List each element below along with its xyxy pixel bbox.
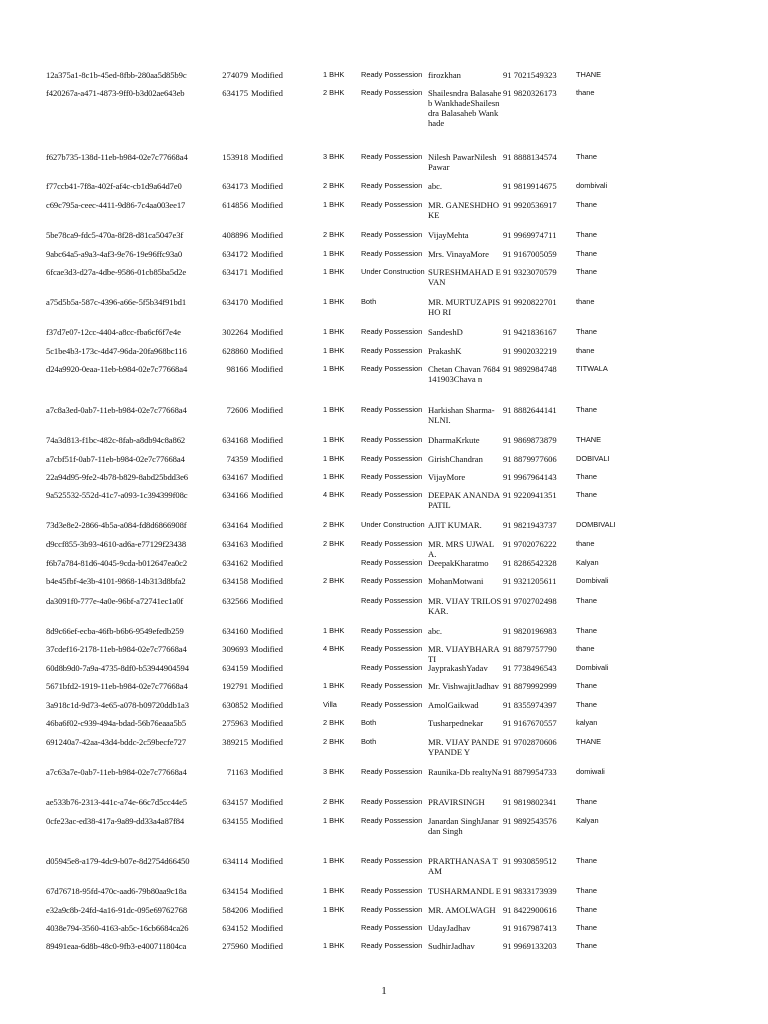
possession-type: Ready Possession [361, 767, 423, 776]
customer-name: MR. AMOLWAGH [428, 905, 496, 915]
status-text: Modified [251, 797, 283, 807]
city-name: thane [576, 297, 595, 306]
status-text: Modified [251, 346, 283, 356]
city-name: Kalyan [576, 816, 599, 825]
customer-name: MR. MURTUZAPISHO RI [428, 297, 501, 317]
record-number: 634170 [222, 297, 248, 307]
customer-name: MR. VIJAY TRILOSKAR. [428, 596, 502, 616]
record-number: 634157 [222, 797, 248, 807]
city-name: Thane [576, 152, 597, 161]
city-name: domiwali [576, 767, 605, 776]
lead-id: 89491eaa-6d8b-48c0-9fb3-e400711804ca [46, 941, 187, 951]
lead-id: 5be78ca9-fdc5-470a-8f28-d81ca5047e3f [46, 230, 184, 240]
customer-name: MohanMotwani [428, 576, 484, 586]
customer-name: MR. GANESHDHOKE [428, 200, 500, 220]
status-text: Modified [251, 230, 283, 240]
phone-number: 91 9821943737 [503, 520, 557, 530]
customer-name: Raunika-Db realtyNa [428, 767, 502, 777]
bhk-type: 1 BHK [323, 249, 345, 258]
lead-id: 73d3e8e2-2866-4b5a-a084-fd8d6866908f [46, 520, 187, 530]
lead-id: 12a375a1-8c1b-45ed-8fbb-280aa5d85b9c [46, 70, 187, 80]
bhk-type: 1 BHK [323, 327, 345, 336]
bhk-type: 4 BHK [323, 644, 345, 653]
phone-number: 91 8286542328 [503, 558, 557, 568]
possession-type: Ready Possession [361, 249, 423, 258]
phone-number: 91 9167005059 [503, 249, 557, 259]
possession-type: Ready Possession [361, 941, 423, 950]
status-text: Modified [251, 520, 283, 530]
phone-number: 91 9321205611 [503, 576, 557, 586]
city-name: Dombivali [576, 663, 609, 672]
record-number: 634164 [222, 520, 248, 530]
phone-number: 91 9930859512 [503, 856, 557, 866]
possession-type: Ready Possession [361, 454, 423, 463]
phone-number: 91 9820196983 [503, 626, 557, 636]
record-number: 192791 [222, 681, 248, 691]
customer-name: Janardan SinghJanardan Singh [428, 816, 499, 836]
record-number: 634172 [222, 249, 248, 259]
possession-type: Both [361, 737, 377, 746]
phone-number: 91 9819914675 [503, 181, 557, 191]
lead-id: a75d5b5a-587c-4396-a66e-5f5b34f91bd1 [46, 297, 187, 307]
possession-type: Ready Possession [361, 539, 423, 548]
page-number: 1 [381, 985, 387, 997]
bhk-type: Villa [323, 700, 337, 709]
city-name: THANE [576, 737, 602, 746]
phone-number: 91 9892984748 [503, 364, 557, 374]
bhk-type: 2 BHK [323, 539, 345, 548]
possession-type: Ready Possession [361, 681, 423, 690]
status-text: Modified [251, 644, 283, 654]
customer-name: Mrs. VinayaMore [428, 249, 489, 259]
status-text: Modified [251, 490, 283, 500]
city-name: dombivali [576, 181, 608, 190]
bhk-type: 2 BHK [323, 88, 345, 97]
possession-type: Ready Possession [361, 88, 423, 97]
customer-name: Nilesh PawarNilesh Pawar [428, 152, 497, 172]
record-number: 153918 [222, 152, 248, 162]
lead-id: 5c1be4b3-173c-4d47-96da-20fa968bc116 [46, 346, 187, 356]
record-number: 634171 [222, 267, 248, 277]
record-number: 274079 [222, 70, 248, 80]
record-number: 634159 [222, 663, 248, 673]
status-text: Modified [251, 737, 283, 747]
status-text: Modified [251, 816, 283, 826]
bhk-type: 1 BHK [323, 70, 345, 79]
city-name: THANE [576, 435, 602, 444]
customer-name: PRAVIRSINGH [428, 797, 485, 807]
customer-name: TUSHARMANDL E [428, 886, 501, 896]
bhk-type: 1 BHK [323, 405, 345, 414]
city-name: Thane [576, 797, 597, 806]
lead-id: d9ccf855-3b93-4610-ad6a-e77129f23438 [46, 539, 187, 549]
possession-type: Ready Possession [361, 327, 423, 336]
possession-type: Ready Possession [361, 596, 423, 605]
customer-name: abc. [428, 181, 443, 191]
possession-type: Ready Possession [361, 797, 423, 806]
city-name: Thane [576, 267, 597, 276]
possession-type: Ready Possession [361, 663, 423, 672]
city-name: Thane [576, 230, 597, 239]
customer-name: Tusharpednekar [428, 718, 484, 728]
customer-name: AJIT KUMAR. [428, 520, 482, 530]
phone-number: 91 9167670557 [503, 718, 557, 728]
record-number: 275963 [222, 718, 248, 728]
city-name: Thane [576, 249, 597, 258]
record-number: 74359 [226, 454, 248, 464]
customer-name: VijayMore [428, 472, 466, 482]
lead-id: f77ccb41-7f8a-402f-af4c-cb1d9a64d7e0 [46, 181, 182, 191]
phone-number: 91 8422900616 [503, 905, 557, 915]
phone-number: 91 9833173939 [503, 886, 557, 896]
customer-name: VijayMehta [428, 230, 469, 240]
possession-type: Ready Possession [361, 435, 423, 444]
possession-type: Ready Possession [361, 905, 423, 914]
city-name: Thane [576, 596, 597, 605]
possession-type: Ready Possession [361, 700, 423, 709]
customer-name: firozkhan [428, 70, 461, 80]
city-name: thane [576, 644, 595, 653]
status-text: Modified [251, 200, 283, 210]
city-name: thane [576, 539, 595, 548]
record-number: 634167 [222, 472, 248, 482]
status-text: Modified [251, 718, 283, 728]
phone-number: 91 9220941351 [503, 490, 557, 500]
city-name: Thane [576, 490, 597, 499]
possession-type: Ready Possession [361, 200, 423, 209]
bhk-type: 2 BHK [323, 737, 345, 746]
status-text: Modified [251, 923, 283, 933]
status-text: Modified [251, 327, 283, 337]
city-name: THANE [576, 70, 602, 79]
phone-number: 91 9967964143 [503, 472, 557, 482]
phone-number: 91 9892543576 [503, 816, 557, 826]
phone-number: 91 9819802341 [503, 797, 557, 807]
possession-type: Under Construction [361, 267, 425, 276]
record-number: 634114 [222, 856, 248, 866]
record-number: 275960 [222, 941, 248, 951]
customer-name: JayprakashYadav [428, 663, 488, 673]
bhk-type: 1 BHK [323, 816, 345, 825]
possession-type: Ready Possession [361, 70, 423, 79]
possession-type: Ready Possession [361, 346, 423, 355]
record-number: 72606 [226, 405, 248, 415]
lead-id: 3a918c1d-9d73-4e65-a078-b09720ddb1a3 [46, 700, 189, 710]
customer-name: DeepakKharatmo [428, 558, 489, 568]
lead-id: d05945e8-a179-4dc9-b07e-8d2754d66450 [46, 856, 190, 866]
record-number: 584206 [222, 905, 248, 915]
status-text: Modified [251, 905, 283, 915]
status-text: Modified [251, 576, 283, 586]
customer-name: SandeshD [428, 327, 463, 337]
customer-name: MR. VIJAYBHARATI [428, 644, 500, 664]
status-text: Modified [251, 700, 283, 710]
possession-type: Ready Possession [361, 490, 423, 499]
record-number: 408896 [222, 230, 248, 240]
customer-name: DEEPAK ANANDAPATIL [428, 490, 501, 510]
lead-id: b4e45fbf-4e3b-4101-9868-14b313d8bfa2 [46, 576, 186, 586]
city-name: Thane [576, 923, 597, 932]
possession-type: Ready Possession [361, 181, 423, 190]
lead-id: a7c8a3ed-0ab7-11eb-b984-02e7c77668a4 [46, 405, 187, 415]
bhk-type: 1 BHK [323, 472, 345, 481]
possession-type: Ready Possession [361, 576, 423, 585]
possession-type: Ready Possession [361, 558, 423, 567]
status-text: Modified [251, 297, 283, 307]
record-number: 98166 [226, 364, 248, 374]
bhk-type: 1 BHK [323, 886, 345, 895]
customer-name: Shailesndra Balasaheb WankhadeShailesn dra Balasaheb Wankhade [428, 88, 502, 128]
bhk-type: 1 BHK [323, 681, 345, 690]
record-number: 634154 [222, 886, 248, 896]
record-number: 309693 [222, 644, 248, 654]
city-name: Dombivali [576, 576, 609, 585]
status-text: Modified [251, 626, 283, 636]
bhk-type: 2 BHK [323, 181, 345, 190]
customer-name: MR. MRS UJWALA. [428, 539, 495, 559]
record-number: 614856 [222, 200, 248, 210]
status-text: Modified [251, 558, 283, 568]
lead-id: a7c63a7e-0ab7-11eb-b984-02e7c77668a4 [46, 767, 187, 777]
bhk-type: 1 BHK [323, 297, 345, 306]
phone-number: 91 8879992999 [503, 681, 557, 691]
status-text: Modified [251, 454, 283, 464]
customer-name: abc. [428, 626, 443, 636]
possession-type: Ready Possession [361, 816, 423, 825]
lead-id: e32a9c8b-24fd-4a16-91dc-095e69762768 [46, 905, 188, 915]
status-text: Modified [251, 941, 283, 951]
status-text: Modified [251, 472, 283, 482]
record-number: 634162 [222, 558, 248, 568]
customer-name: GirishChandran [428, 454, 483, 464]
city-name: Thane [576, 941, 597, 950]
phone-number: 91 9902032219 [503, 346, 557, 356]
customer-name: SURESHMAHAD EVAN [428, 267, 501, 287]
status-text: Modified [251, 249, 283, 259]
record-number: 628860 [222, 346, 248, 356]
bhk-type: 1 BHK [323, 905, 345, 914]
possession-type: Ready Possession [361, 856, 423, 865]
lead-id: 22a94d95-9fe2-4b78-b829-8abd25bdd3e6 [46, 472, 188, 482]
bhk-type: 1 BHK [323, 856, 345, 865]
phone-number: 91 9820326173 [503, 88, 557, 98]
possession-type: Both [361, 297, 377, 306]
city-name: Thane [576, 626, 597, 635]
possession-type: Ready Possession [361, 152, 423, 161]
record-number: 389215 [222, 737, 248, 747]
record-number: 634168 [222, 435, 248, 445]
possession-type: Ready Possession [361, 472, 423, 481]
bhk-type: 2 BHK [323, 797, 345, 806]
lead-id: 8d9c66ef-ecba-46fb-b6b6-9549efedb259 [46, 626, 184, 636]
phone-number: 91 9323070579 [503, 267, 557, 277]
customer-name: PRARTHANASA TAM [428, 856, 498, 876]
possession-type: Both [361, 718, 377, 727]
customer-name: Harkishan Sharma- NLNI. [428, 405, 495, 425]
status-text: Modified [251, 767, 283, 777]
record-number: 634163 [222, 539, 248, 549]
lead-id: f37d7e07-12cc-4404-a8cc-fba6cf6f7e4e [46, 327, 181, 337]
phone-number: 91 9702076222 [503, 539, 557, 549]
bhk-type: 2 BHK [323, 576, 345, 585]
bhk-type: 2 BHK [323, 718, 345, 727]
city-name: thane [576, 346, 595, 355]
record-number: 634152 [222, 923, 248, 933]
phone-number: 91 8879954733 [503, 767, 557, 777]
lead-id: 74a3d813-f1bc-482c-8fab-a8db94c8a862 [46, 435, 186, 445]
record-number: 632566 [222, 596, 248, 606]
possession-type: Under Construction [361, 520, 425, 529]
possession-type: Ready Possession [361, 626, 423, 635]
phone-number: 91 8879757790 [503, 644, 557, 654]
phone-number: 91 9702870606 [503, 737, 557, 747]
status-text: Modified [251, 152, 283, 162]
possession-type: Ready Possession [361, 364, 423, 373]
phone-number: 91 8355974397 [503, 700, 557, 710]
city-name: Thane [576, 856, 597, 865]
status-text: Modified [251, 70, 283, 80]
status-text: Modified [251, 267, 283, 277]
possession-type: Ready Possession [361, 230, 423, 239]
bhk-type: 1 BHK [323, 941, 345, 950]
lead-id: a7cbf51f-0ab7-11eb-b984-02e7c77668a4 [46, 454, 185, 464]
phone-number: 91 8879977606 [503, 454, 557, 464]
lead-id: 0cfe23ac-ed38-417a-9a89-dd33a4a87f84 [46, 816, 185, 826]
bhk-type: 3 BHK [323, 152, 345, 161]
bhk-type: 2 BHK [323, 230, 345, 239]
lead-id: 691240a7-42aa-43d4-bddc-2c59becfe727 [46, 737, 187, 747]
lead-id: 9abc64a5-a9a3-4af3-9e76-19e96ffc93a0 [46, 249, 183, 259]
bhk-type: 1 BHK [323, 200, 345, 209]
bhk-type: 1 BHK [323, 267, 345, 276]
customer-name: MR. VIJAY PANDEYPANDE Y [428, 737, 500, 757]
bhk-type: 1 BHK [323, 454, 345, 463]
bhk-type: 1 BHK [323, 364, 345, 373]
customer-name: Mr. VishwajitJadhav [428, 681, 499, 691]
phone-number: 91 9920822701 [503, 297, 557, 307]
lead-id: 46ba6f02-c939-494a-bdad-56b76eaaa5b5 [46, 718, 187, 728]
lead-id: 60d8b9d0-7a9a-4735-8df0-b53944904594 [46, 663, 189, 673]
status-text: Modified [251, 596, 283, 606]
bhk-type: 2 BHK [323, 520, 345, 529]
lead-id: 67d76718-95fd-470c-aad6-79b80aa9c18a [46, 886, 187, 896]
bhk-type: 1 BHK [323, 626, 345, 635]
city-name: Thane [576, 681, 597, 690]
phone-number: 91 9969974711 [503, 230, 557, 240]
lead-id: 4038e794-3560-4163-ab5c-16cb6684ca26 [46, 923, 189, 933]
phone-number: 91 7738496543 [503, 663, 557, 673]
lead-id: c69c795a-ceec-4411-9d86-7c4aa003ee17 [46, 200, 186, 210]
lead-id: 9a525532-552d-41c7-a093-1c394399f08c [46, 490, 188, 500]
phone-number: 91 9920536917 [503, 200, 557, 210]
phone-number: 91 7021549323 [503, 70, 557, 80]
city-name: Thane [576, 327, 597, 336]
lead-id: f6b7a784-81d6-4045-9cda-b012647ea0c2 [46, 558, 188, 568]
customer-name: SudhirJadhav [428, 941, 475, 951]
city-name: Thane [576, 472, 597, 481]
status-text: Modified [251, 88, 283, 98]
city-name: Thane [576, 886, 597, 895]
customer-name: PrakashK [428, 346, 462, 356]
lead-id: 5671bfd2-1919-11eb-b984-02e7c77668a4 [46, 681, 188, 691]
possession-type: Ready Possession [361, 644, 423, 653]
phone-number: 91 9702702498 [503, 596, 557, 606]
customer-name: UdayJadhav [428, 923, 471, 933]
bhk-type: 4 BHK [323, 490, 345, 499]
lead-id: 37cdef16-2178-11eb-b984-02e7c77668a4 [46, 644, 187, 654]
status-text: Modified [251, 435, 283, 445]
city-name: DOMBIVALI [576, 520, 616, 529]
record-number: 634158 [222, 576, 248, 586]
record-number: 630852 [222, 700, 248, 710]
status-text: Modified [251, 856, 283, 866]
record-number: 634160 [222, 626, 248, 636]
phone-number: 91 9421836167 [503, 327, 557, 337]
city-name: kalyan [576, 718, 598, 727]
lead-id: f627b735-138d-11eb-b984-02e7c77668a4 [46, 152, 188, 162]
phone-number: 91 8888134574 [503, 152, 557, 162]
customer-name: Chetan Chavan 7684141903Chava n [428, 364, 501, 384]
possession-type: Ready Possession [361, 923, 423, 932]
bhk-type: 3 BHK [323, 767, 345, 776]
city-name: Thane [576, 700, 597, 709]
record-number: 71163 [226, 767, 248, 777]
record-number: 634175 [222, 88, 248, 98]
status-text: Modified [251, 539, 283, 549]
status-text: Modified [251, 681, 283, 691]
city-name: thane [576, 88, 595, 97]
phone-number: 91 9869873879 [503, 435, 557, 445]
lead-id: 6fcae3d3-d27a-4dbe-9586-01cb85ba5d2e [46, 267, 187, 277]
status-text: Modified [251, 364, 283, 374]
record-number: 634166 [222, 490, 248, 500]
city-name: Thane [576, 905, 597, 914]
status-text: Modified [251, 405, 283, 415]
possession-type: Ready Possession [361, 886, 423, 895]
city-name: TITWALA [576, 364, 608, 373]
bhk-type: 1 BHK [323, 346, 345, 355]
status-text: Modified [251, 181, 283, 191]
city-name: Kalyan [576, 558, 599, 567]
record-number: 634155 [222, 816, 248, 826]
possession-type: Ready Possession [361, 405, 423, 414]
status-text: Modified [251, 663, 283, 673]
phone-number: 91 9969133203 [503, 941, 557, 951]
phone-number: 91 8882644141 [503, 405, 557, 415]
lead-id: ae533b76-2313-441c-a74e-66c7d5cc44e5 [46, 797, 188, 807]
phone-number: 91 9167987413 [503, 923, 557, 933]
lead-id: f420267a-a471-4873-9ff0-b3d02ae643eb [46, 88, 185, 98]
city-name: DOBIVALI [576, 454, 610, 463]
bhk-type: 1 BHK [323, 435, 345, 444]
record-number: 634173 [222, 181, 248, 191]
lead-id: da3091f0-777e-4a0e-96bf-a72741ec1a0f [46, 596, 184, 606]
record-number: 302264 [222, 327, 248, 337]
city-name: Thane [576, 405, 597, 414]
customer-name: DharmaKrkute [428, 435, 480, 445]
lead-id: d24a9920-0eaa-11eb-b984-02e7c77668a4 [46, 364, 188, 374]
city-name: Thane [576, 200, 597, 209]
status-text: Modified [251, 886, 283, 896]
customer-name: AmolGaikwad [428, 700, 479, 710]
